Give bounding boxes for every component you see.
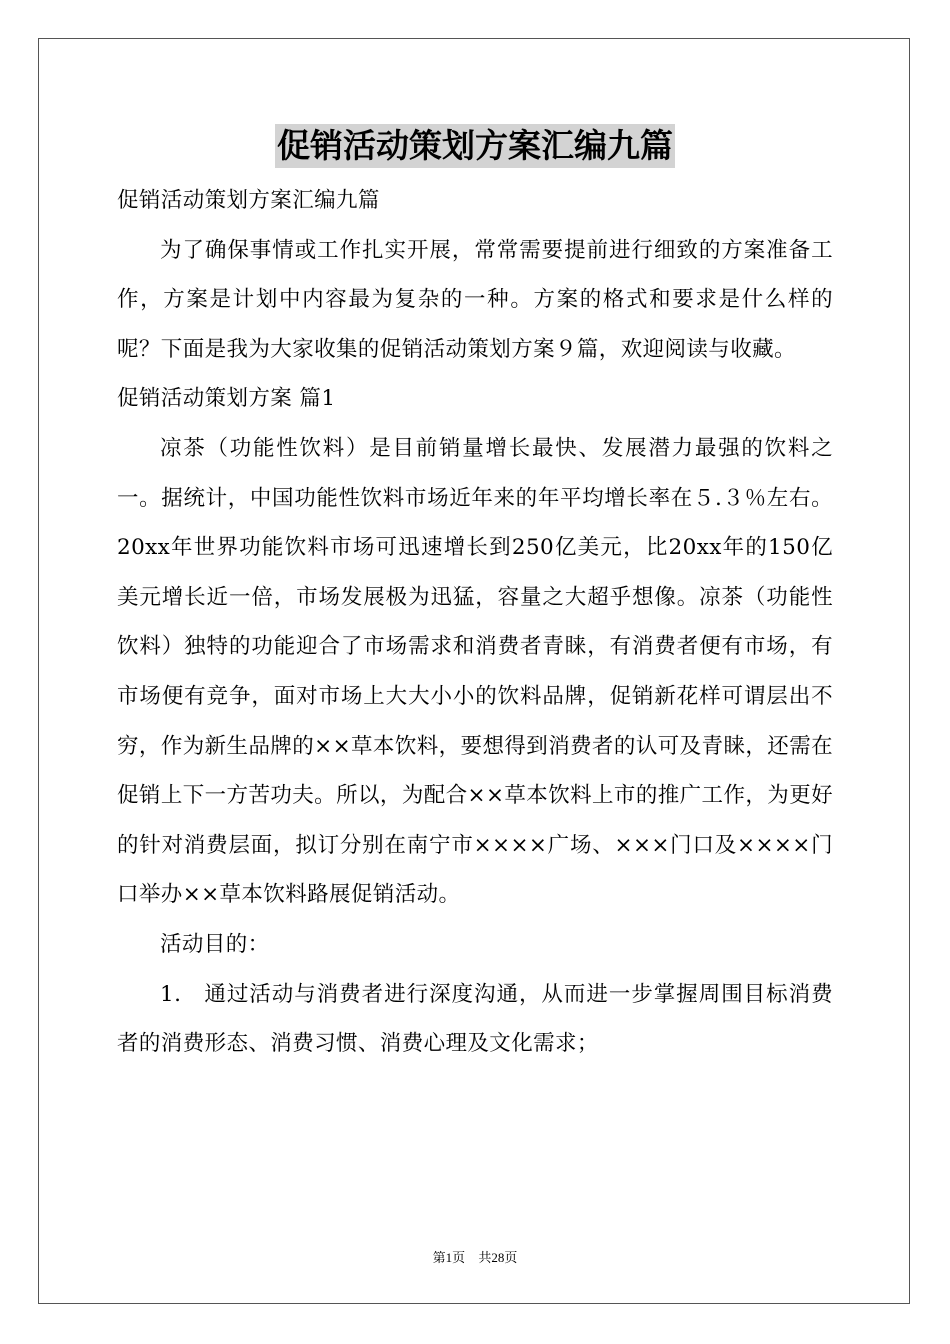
intro-paragraph: 为了确保事情或工作扎实开展，常常需要提前进行细致的方案准备工作，方案是计划中内容最为复杂的一种。方案的格式和要求是什么样的呢？下面是我为大家收集的促销活动策划方案９篇，欢迎阅读与收藏。 [117,237,833,362]
page-total: 共28页 [478,1250,518,1265]
section-heading: 促销活动策划方案 篇1 [117,386,336,412]
purpose-heading: 活动目的： [160,931,270,957]
title-wrap [0,124,950,168]
body-paragraph: 凉茶（功能性饮料）是目前销量增长最快、发展潜力最强的饮料之一。据统计，中国功能性饮料市场近年来的年平均增长率在５.３％左右。20xx年世界功能饮料市场可迅速增长到250亿美元，比20xx年的150亿美元增长近一倍，市场发展极为迅猛，容量之大超乎想像。凉茶（功能性饮料）独特的功能迎合了市场需求和消费者青睐，有消费者便有市场，有市场便有竞争，面对市场上大大小小的饮料品牌，促销新花样可谓层出不穷，作为新生品牌的××草本饮料，要想得到消费者的认可及青睐，还需在促销上下一方苦功夫。所以，为配合××草本饮料上市的推广工作，为更好的针对消费层面，拟订分别在南宁市××××广场、×××门口及××××门口举办××草本饮料路展促销活动。 [117,435,833,908]
document-title: 促销活动策划方案汇编九篇 [275,124,675,168]
subtitle-paragraph: 促销活动策划方案汇编九篇 [117,188,380,213]
document-body [117,176,833,1069]
page-footer [0,1247,950,1266]
page-number: 第1页 [432,1250,466,1265]
purpose-item-1: 1. 通过活动与消费者进行深度沟通，从而进一步掌握周围目标消费者的消费形态、消费习惯、消费心理及文化需求； [117,981,833,1057]
